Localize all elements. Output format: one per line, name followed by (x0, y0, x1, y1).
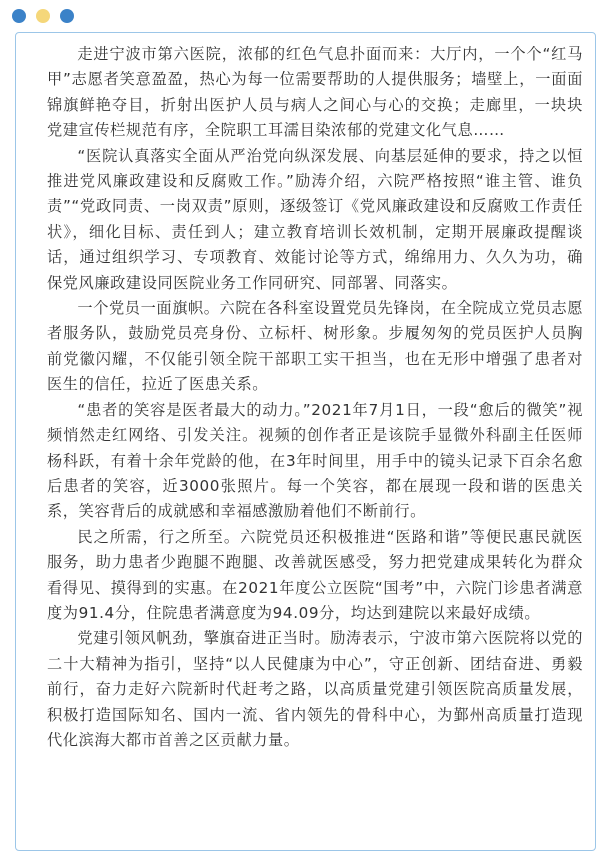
paragraph-3: 一个党员一面旗帜。六院在各科室设置党员先锋岗，在全院成立党员志愿者服务队，鼓励党员亮身份、立标杆、树形象。步履匆匆的党员医护人员胸前党徽闪耀，不仅能引领全院干部职工实干担当，也在无形中增强了患者对医生的信任，拉近了医患关系。 (47, 299, 583, 394)
blue-dot-icon (60, 9, 74, 23)
blue-dot-icon (12, 9, 26, 23)
paragraph-6: 党建引领风帆劲，擎旗奋进正当时。励涛表示，宁波市第六医院将以党的二十大精神为指引，坚持“以人民健康为中心”，守正创新、团结奋进、勇毅前行，奋力走好六院新时代赶考之路，以高质量党建引领医院高质量发展，积极打造国际知名、国内一流、省内领先的骨科中心，为鄞州高质量打造现代化滨海大都市首善之区贡献力量。 (47, 629, 583, 749)
yellow-dot-icon (36, 9, 50, 23)
paragraph-1: 走进宁波市第六医院，浓郁的红色气息扑面而来：大厅内，一个个“红马甲”志愿者笑意盈盈，热心为每一位需要帮助的人提供服务；墙壁上，一面面锦旗鲜艳夺目，折射出医护人员与病人之间心与心的交换；走廊里，一块块党建宣传栏规范有序，全院职工耳濡目染浓郁的党建文化气息…… (47, 45, 583, 140)
paragraph-2: “医院认真落实全面从严治党向纵深发展、向基层延伸的要求，持之以恒推进党风廉政建设和反腐败工作。”励涛介绍，六院严格按照“谁主管、谁负责”“党政同责、一岗双责”原则，逐级签订《党风廉政建设和反腐败工作责任状》，细化目标、责任到人；建立教育培训长效机制，定期开展廉政提醒谈话，通过组织学习、专项教育、效能讨论等方式，绵绵用力、久久为功，确保党风廉政建设同医院业务工作同研究、同部署、同落实。 (47, 146, 583, 292)
article-body (47, 42, 583, 753)
paragraph-5: 民之所需，行之所至。六院党员还积极推进“医路和谐”等便民惠民就医服务，助力患者少跑腿不跑腿、改善就医感受，努力把党建成果转化为群众看得见、摸得到的实惠。在2021年度公立医院“国考”中，六院门诊患者满意度为91.4分，住院患者满意度为94.09分，均达到建院以来最好成绩。 (47, 527, 583, 622)
paragraph-4: “患者的笑容是医者最大的动力。”2021年7月1日，一段“愈后的微笑”视频悄然走红网络、引发关注。视频的创作者正是该院手显微外科副主任医师杨科跃，有着十余年党龄的他，在3年时间里，用手中的镜头记录下百余名愈后患者的笑容，近3000张照片。每一个笑容，都在展现一段和谐的医患关系，笑容背后的成就感和幸福感激励着他们不断前行。 (47, 400, 583, 521)
